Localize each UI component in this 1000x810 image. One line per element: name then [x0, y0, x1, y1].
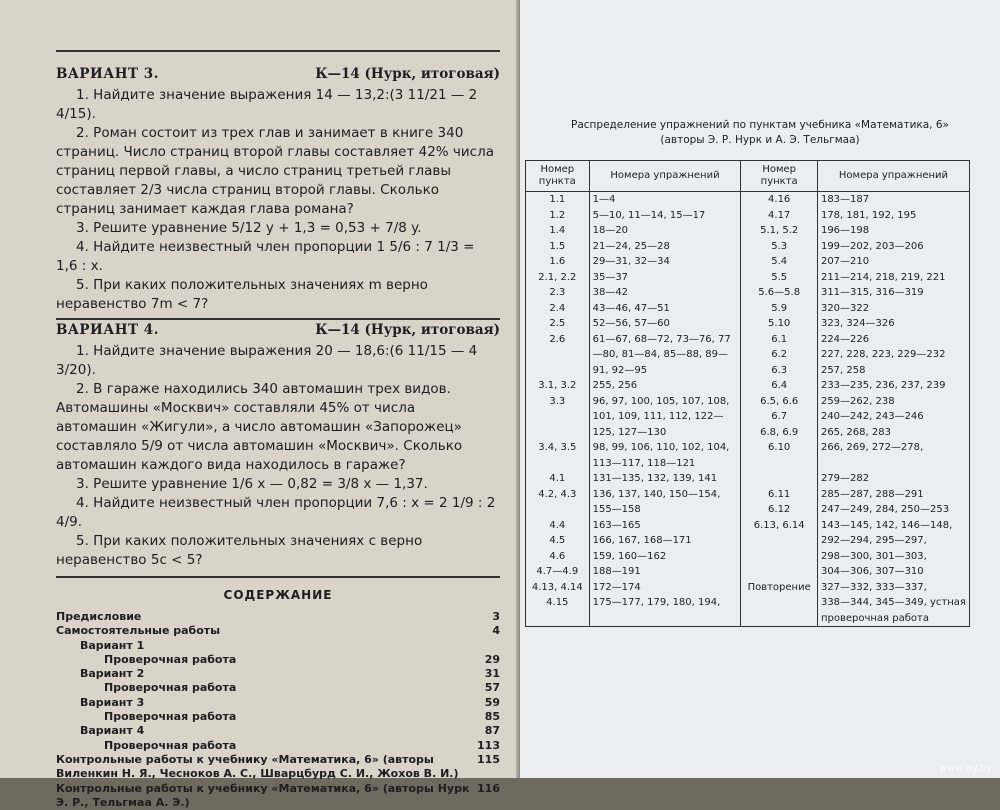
toc-entry-text: Контрольные работы к учебнику «Математика, 6» (авторы Виленкин Н. Я., Чесноков А. С., Шварцбурд С. И., Жохов В. И.) [56, 752, 459, 781]
table-row [526, 549, 970, 565]
column-header: Номера упражнений [589, 161, 741, 192]
table-row [526, 518, 970, 534]
table-row [526, 487, 970, 518]
section-number-cell [741, 549, 818, 565]
table-row [526, 239, 970, 255]
exercise-numbers-cell: 166, 167, 168—171 [589, 533, 741, 549]
task: 4. Найдите неизвестный член пропорции 1 5/6 : 7 1/3 = 1,6 : x. [56, 239, 475, 274]
variant3-tasks [56, 86, 500, 314]
exercise-numbers-cell: 259—262, 238 240—242, 243—246 265, 268, 283 [817, 394, 969, 441]
variant4-tasks [56, 342, 500, 570]
task: 2. В гараже находились 340 автомашин трех видов. Автомашины «Москвич» составляли 45% от числа автомашин «Жигули», а число автомашин «Запорожец» составляло 5/9 от числа автомашин «Москвич». Сколько автомашин каждого вида находилось в гараже? [56, 381, 463, 473]
task: 3. Решите уравнение 5/12 y + 1,3 = 0,53 + 7/8 y. [76, 220, 422, 236]
section-number-cell: 4.6 [526, 549, 590, 565]
exercise-numbers-cell: 320—322 [817, 301, 969, 317]
exercise-numbers-cell: 35—37 [589, 270, 741, 286]
section-number-cell: 1.4 [526, 223, 590, 239]
task: 4. Найдите неизвестный член пропорции 7,6 : x = 2 1/9 : 2 4/9. [56, 495, 496, 530]
section-number-cell: 5.1, 5.2 [741, 223, 818, 239]
table-row [526, 208, 970, 224]
section-number-cell: 4.5 [526, 533, 590, 549]
exercise-numbers-cell: 338—344, 345—349, устная проверочная работа [817, 595, 969, 627]
toc-row [56, 724, 500, 738]
section-number-cell: 5.6—5.8 [741, 285, 818, 301]
toc-entry-page: 87 [484, 724, 500, 738]
toc-entry-page: 29 [484, 652, 500, 666]
toc-entry-text: Самостоятельные работы [56, 624, 221, 638]
section-number-cell [741, 564, 818, 580]
variant3-header [56, 66, 500, 82]
section-number-cell: 5.5 [741, 270, 818, 286]
variant4-title: ВАРИАНТ 4. [56, 322, 159, 338]
exercise-numbers-cell: 175—177, 179, 180, 194, [589, 595, 741, 627]
toc-entry-text: Проверочная работа [104, 738, 237, 752]
section-number-cell: 6.4 [741, 378, 818, 394]
section-number-cell: 5.4 [741, 254, 818, 270]
toc-entry-page: 3 [492, 610, 500, 623]
distribution-table [525, 160, 970, 627]
variant3-code: К—14 (Нурк, итоговая) [315, 66, 500, 82]
section-number-cell: 6.10 [741, 440, 818, 471]
table-row [526, 192, 970, 208]
exercise-numbers-cell: 188—191 [589, 564, 741, 580]
section-number-cell: 2.3 [526, 285, 590, 301]
section-number-cell: Повторение [741, 580, 818, 596]
toc-title: СОДЕРЖАНИЕ [223, 588, 333, 602]
exercise-numbers-cell: 172—174 [589, 580, 741, 596]
section-number-cell: 4.4 [526, 518, 590, 534]
task: 5. При каких положительных значениях c верно неравенство 5c < 5? [56, 533, 423, 568]
toc-row [56, 653, 500, 667]
toc-row [56, 667, 500, 681]
section-number-cell: 6.1 6.2 6.3 [741, 332, 818, 379]
variant4-header [56, 322, 500, 338]
variant3-title: ВАРИАНТ 3. [56, 66, 159, 82]
column-header: Номер пункта [741, 161, 818, 192]
distribution-title-line2: (авторы Э. Р. Нурк и А. Э. Тельгмаа) [660, 134, 860, 146]
exercise-numbers-cell: 233—235, 236, 237, 239 [817, 378, 969, 394]
exercise-numbers-cell: 304—306, 307—310 [817, 564, 969, 580]
exercise-numbers-cell: 199—202, 203—206 [817, 239, 969, 255]
exercise-numbers-cell: 98, 99, 106, 110, 102, 104, 113—117, 118—121 [589, 440, 741, 471]
section-number-cell: 1.2 [526, 208, 590, 224]
toc-entry-page: 116 [477, 781, 500, 795]
table-row [526, 533, 970, 549]
toc-entry-page: 113 [477, 738, 500, 752]
table-row [526, 270, 970, 286]
section-number-cell: 4.16 [741, 192, 818, 208]
toc-entry-text: Предисловие [56, 610, 142, 623]
section-number-cell: 5.3 [741, 239, 818, 255]
table-row [526, 471, 970, 487]
table-row [526, 301, 970, 317]
toc-entry-text: Вариант 4 [80, 724, 145, 738]
table-row [526, 440, 970, 471]
exercise-numbers-cell: 136, 137, 140, 150—154, 155—158 [589, 487, 741, 518]
distribution-title-line1: Распределение упражнений по пунктам учебника «Математика, 6» [571, 119, 949, 131]
right-page [520, 0, 1000, 778]
toc-entry-text: Проверочная работа [104, 652, 237, 666]
table-row [526, 254, 970, 270]
column-header: Номера упражнений [817, 161, 969, 192]
section-number-cell [741, 595, 818, 627]
toc-row [56, 753, 500, 782]
task: 1. Найдите значение выражения 14 — 13,2:(3 11/21 — 2 4/15). [56, 87, 478, 122]
column-header: Номер пункта [526, 161, 590, 192]
exercise-numbers-cell: 178, 181, 192, 195 [817, 208, 969, 224]
toc-entry-page: 115 [477, 752, 500, 766]
table-row [526, 595, 970, 627]
exercise-numbers-cell: 292—294, 295—297, [817, 533, 969, 549]
toc-divider [56, 576, 500, 578]
exercise-numbers-cell: 163—165 [589, 518, 741, 534]
section-number-cell: 3.1, 3.2 [526, 378, 590, 394]
section-number-cell: 4.17 [741, 208, 818, 224]
exercise-numbers-cell: 38—42 [589, 285, 741, 301]
toc-row [56, 710, 500, 724]
table-row [526, 332, 970, 379]
toc-entry-page: 85 [484, 710, 500, 724]
watermark: www.ay.by [939, 763, 992, 774]
section-number-cell: 2.5 [526, 316, 590, 332]
exercise-numbers-cell: 61—67, 68—72, 73—76, 77—80, 81—84, 85—88, 89—91, 92—95 [589, 332, 741, 379]
section-number-cell: 4.13, 4.14 [526, 580, 590, 596]
section-number-cell: 1.6 [526, 254, 590, 270]
section-number-cell: 4.15 [526, 595, 590, 627]
toc-entry-text: Вариант 1 [80, 638, 145, 652]
section-number-cell: 1.1 [526, 192, 590, 208]
section-number-cell: 3.3 [526, 394, 590, 441]
exercise-numbers-cell: 311—315, 316—319 [817, 285, 969, 301]
toc-row [56, 639, 500, 653]
toc-entry-page: 59 [484, 695, 500, 709]
exercise-numbers-cell: 224—226 227, 228, 223, 229—232 257, 258 [817, 332, 969, 379]
section-number-cell: 6.11 6.12 [741, 487, 818, 518]
exercise-numbers-cell: 21—24, 25—28 [589, 239, 741, 255]
exercise-numbers-cell: 52—56, 57—60 [589, 316, 741, 332]
toc-row [56, 782, 500, 810]
section-number-cell: 4.1 [526, 471, 590, 487]
exercise-numbers-cell: 43—46, 47—51 [589, 301, 741, 317]
task: 1. Найдите значение выражения 20 — 18,6:(6 11/15 — 4 3/20). [56, 343, 478, 378]
table-row [526, 378, 970, 394]
toc-row [56, 610, 500, 624]
section-number-cell: 2.1, 2.2 [526, 270, 590, 286]
variant4-code: К—14 (Нурк, итоговая) [315, 322, 500, 338]
exercise-numbers-cell: 255, 256 [589, 378, 741, 394]
exercise-numbers-cell: 183—187 [817, 192, 969, 208]
toc-row [56, 681, 500, 695]
section-number-cell: 6.5, 6.6 6.7 6.8, 6.9 [741, 394, 818, 441]
table-row [526, 285, 970, 301]
distribution-title [520, 118, 1000, 148]
exercise-numbers-cell: 298—300, 301—303, [817, 549, 969, 565]
section-number-cell: 1.5 [526, 239, 590, 255]
exercise-numbers-cell: 207—210 [817, 254, 969, 270]
toc-row [56, 624, 500, 638]
table-of-contents [56, 610, 500, 810]
toc-row [56, 696, 500, 710]
exercise-numbers-cell: 279—282 [817, 471, 969, 487]
table-row [526, 316, 970, 332]
exercise-numbers-cell: 5—10, 11—14, 15—17 [589, 208, 741, 224]
toc-entry-text: Контрольные работы к учебнику «Математика, 6» (авторы Нурк Э. Р., Тельгмаа А. Э.) [56, 781, 470, 809]
task: 3. Решите уравнение 1/6 x — 0,82 = 3/8 x — 1,37. [76, 476, 428, 492]
task: 2. Роман состоит из трех глав и занимает в книге 340 страниц. Число страниц второй главы составляет 42% числа страниц первой главы, а число страниц третьей главы составляет 2/3 числа страниц второй главы. Сколько страниц занимает каждая глава романа? [56, 125, 494, 217]
exercise-numbers-cell: 1—4 [589, 192, 741, 208]
toc-entry-page [474, 639, 500, 653]
toc-entry-text: Вариант 2 [80, 667, 145, 681]
section-number-cell: 4.2, 4.3 [526, 487, 590, 518]
table-row [526, 223, 970, 239]
exercise-numbers-cell: 323, 324—326 [817, 316, 969, 332]
table-header-row [526, 161, 970, 192]
section-number-cell: 6.13, 6.14 [741, 518, 818, 534]
section-number-cell: 3.4, 3.5 [526, 440, 590, 471]
table-row [526, 580, 970, 596]
section-number-cell: 5.9 [741, 301, 818, 317]
variant-divider [56, 318, 500, 320]
exercise-numbers-cell: 143—145, 142, 146—148, [817, 518, 969, 534]
toc-entry-text: Проверочная работа [104, 681, 237, 695]
section-number-cell: 2.6 [526, 332, 590, 379]
section-number-cell: 2.4 [526, 301, 590, 317]
top-rule [56, 50, 500, 52]
exercise-numbers-cell: 18—20 [589, 223, 741, 239]
exercise-numbers-cell: 285—287, 288—291 247—249, 284, 250—253 [817, 487, 969, 518]
exercise-numbers-cell: 196—198 [817, 223, 969, 239]
section-number-cell [741, 471, 818, 487]
exercise-numbers-cell: 159, 160—162 [589, 549, 741, 565]
exercise-numbers-cell: 266, 269, 272—278, [817, 440, 969, 471]
toc-row [56, 739, 500, 753]
exercise-numbers-cell: 96, 97, 100, 105, 107, 108, 101, 109, 111, 112, 122—125, 127—130 [589, 394, 741, 441]
toc-entry-text: Проверочная работа [104, 710, 237, 724]
section-number-cell [741, 533, 818, 549]
section-number-cell: 4.7—4.9 [526, 564, 590, 580]
section-number-cell: 5.10 [741, 316, 818, 332]
toc-entry-text: Вариант 3 [80, 695, 145, 709]
exercise-numbers-cell: 211—214, 218, 219, 221 [817, 270, 969, 286]
exercise-numbers-cell: 29—31, 32—34 [589, 254, 741, 270]
toc-entry-page: 4 [492, 624, 500, 638]
toc-entry-page: 57 [484, 681, 500, 695]
table-row [526, 394, 970, 441]
table-row [526, 564, 970, 580]
exercise-numbers-cell: 131—135, 132, 139, 141 [589, 471, 741, 487]
task: 5. При каких положительных значениях m верно неравенство 7m < 7? [56, 277, 428, 312]
toc-entry-page: 31 [484, 667, 500, 681]
exercise-numbers-cell: 327—332, 333—337, [817, 580, 969, 596]
